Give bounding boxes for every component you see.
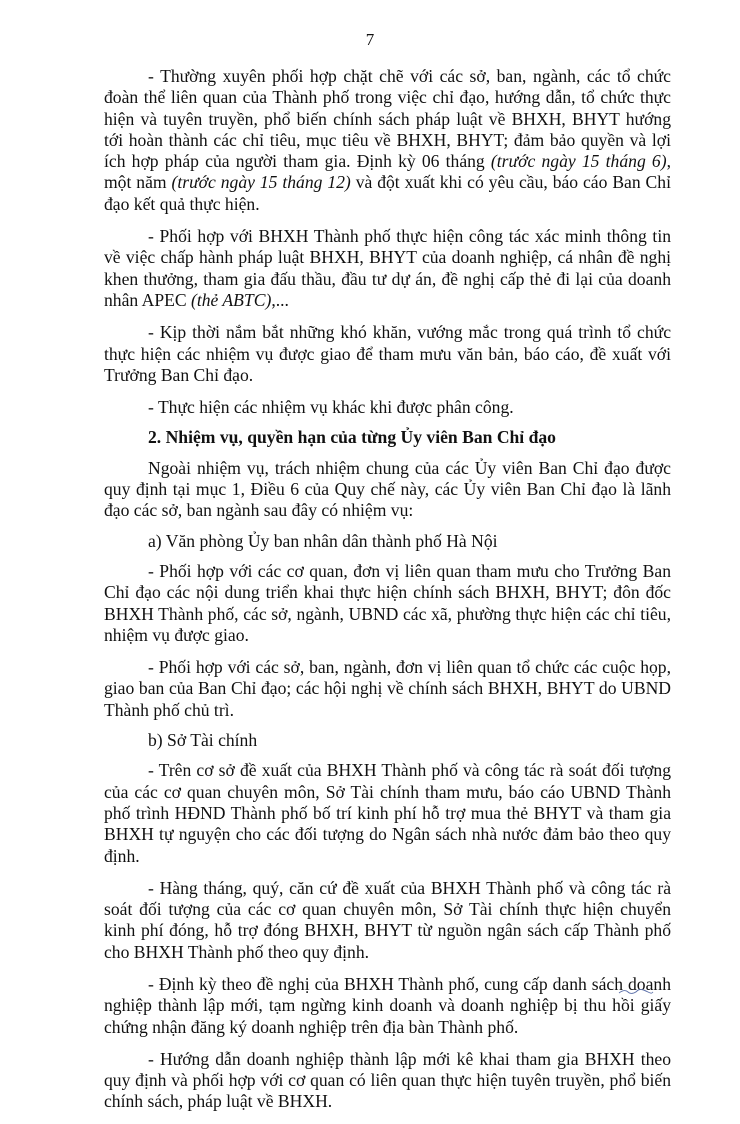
abtc-card-note: (thẻ ABTC): [191, 289, 272, 310]
paragraph-text: - Phối hợp với BHXH Thành phố thực hiện công tác xác minh thông tin về việc chấp hành pháp luật BHXH, BHYT của doanh nghiệp, cá nhân đề nghị khen thưởng, tham gia đấu thầu, đầu tư dự án, đề nghị cấp thẻ đi lại của doanh nhân APEC: [104, 226, 671, 310]
paragraph-verification: [104, 226, 671, 311]
deadline-yearly: (trước ngày 15 tháng 12): [171, 172, 351, 193]
initials-mark: [618, 988, 654, 996]
paragraph-office-2: - Phối hợp với các sở, ban, ngành, đơn vị liên quan tổ chức các cuộc họp, giao ban của Ban Chỉ đạo; các hội nghị về chính sách BHXH, BHYT do UBND Thành phố chủ trì.: [104, 657, 671, 720]
paragraph-text: , một năm: [104, 151, 671, 193]
paragraph-text: - Thường xuyên phối hợp chặt chẽ với các sở, ban, ngành, các tổ chức đoàn thể liên quan của Thành phố trong việc chỉ đạo, hướng dẫn, tổ chức thực hiện và tuyên truyền, phổ biến chính sách pháp luật về BHXH, BHYT hướng tới hoàn thành các chỉ tiêu, mục tiêu về BHXH, BHYT; đảm bảo quyền và lợi ích hợp pháp của người tham gia. Định kỳ 06 tháng: [104, 66, 671, 172]
paragraph-finance-1: - Trên cơ sở đề xuất của BHXH Thành phố và công tác rà soát đối tượng của các cơ quan chuyên môn, Sở Tài chính tham mưu, báo cáo UBND Thành phố trình HĐND Thành phố bố trí kinh phí hỗ trợ mua thẻ BHYT và tham gia BHXH tự nguyện cho các đối tượng do Ngân sách nhà nước đảm bảo theo quy định.: [104, 760, 671, 866]
deadline-six-months: (trước ngày 15 tháng 6): [490, 151, 667, 172]
subheading-finance: b) Sở Tài chính: [148, 730, 258, 751]
section-heading-2: 2. Nhiệm vụ, quyền hạn của từng Ủy viên Ban Chỉ đạo: [148, 427, 556, 448]
paragraph-intro: Ngoài nhiệm vụ, trách nhiệm chung của các Ủy viên Ban Chỉ đạo được quy định tại mục 1, Điều 6 của Quy chế này, các Ủy viên Ban Chỉ đạo là lãnh đạo các sở, ban ngành sau đây có nhiệm vụ:: [104, 457, 671, 521]
page-number: 7: [365, 30, 375, 49]
paragraph-other-tasks: - Thực hiện các nhiệm vụ khác khi được phân công.: [148, 397, 514, 418]
paragraph-finance-4: - Hướng dẫn doanh nghiệp thành lập mới kê khai tham gia BHXH theo quy định và phối hợp với cơ quan có liên quan thực hiện tuyên truyền, phổ biến chính sách, pháp luật về BHXH.: [104, 1048, 671, 1112]
paragraph-text: và đột xuất khi có yêu cầu, báo cáo Ban Chỉ đạo kết quả thực hiện.: [104, 172, 671, 214]
paragraph-coordination: [104, 66, 671, 215]
paragraph-finance-2: - Hàng tháng, quý, căn cứ đề xuất của BHXH Thành phố và công tác rà soát đối tượng của các cơ quan chuyên môn, Sở Tài chính thực hiện chuyển kinh phí đóng, hỗ trợ đóng BHXH, BHYT từ nguồn ngân sách cấp Thành phố cho BHXH Thành phố theo quy định.: [104, 877, 671, 962]
document-body: [104, 66, 671, 1124]
paragraph-text: ,...: [271, 289, 289, 310]
paragraph-difficulties: - Kịp thời nắm bắt những khó khăn, vướng mắc trong quá trình tổ chức thực hiện các nhiệm vụ được giao để tham mưu văn bản, báo cáo, đề xuất với Trưởng Ban Chỉ đạo.: [104, 322, 671, 385]
paragraph-office-1: - Phối hợp với các cơ quan, đơn vị liên quan tham mưu cho Trưởng Ban Chỉ đạo các nội dung triển khai thực hiện chính sách BHXH, BHYT; đôn đốc BHXH Thành phố, các sở, ngành, UBND các xã, phường thực hiện các chỉ tiêu, nhiệm vụ được giao.: [104, 560, 671, 645]
paragraph-finance-3: - Định kỳ theo đề nghị của BHXH Thành phố, cung cấp danh sách doanh nghiệp thành lập mới, tạm ngừng kinh doanh và doanh nghiệp bị thu hồi giấy chứng nhận đăng ký doanh nghiệp trên địa bàn Thành phố.: [104, 973, 671, 1037]
subheading-office: a) Văn phòng Ủy ban nhân dân thành phố Hà Nội: [148, 530, 498, 551]
